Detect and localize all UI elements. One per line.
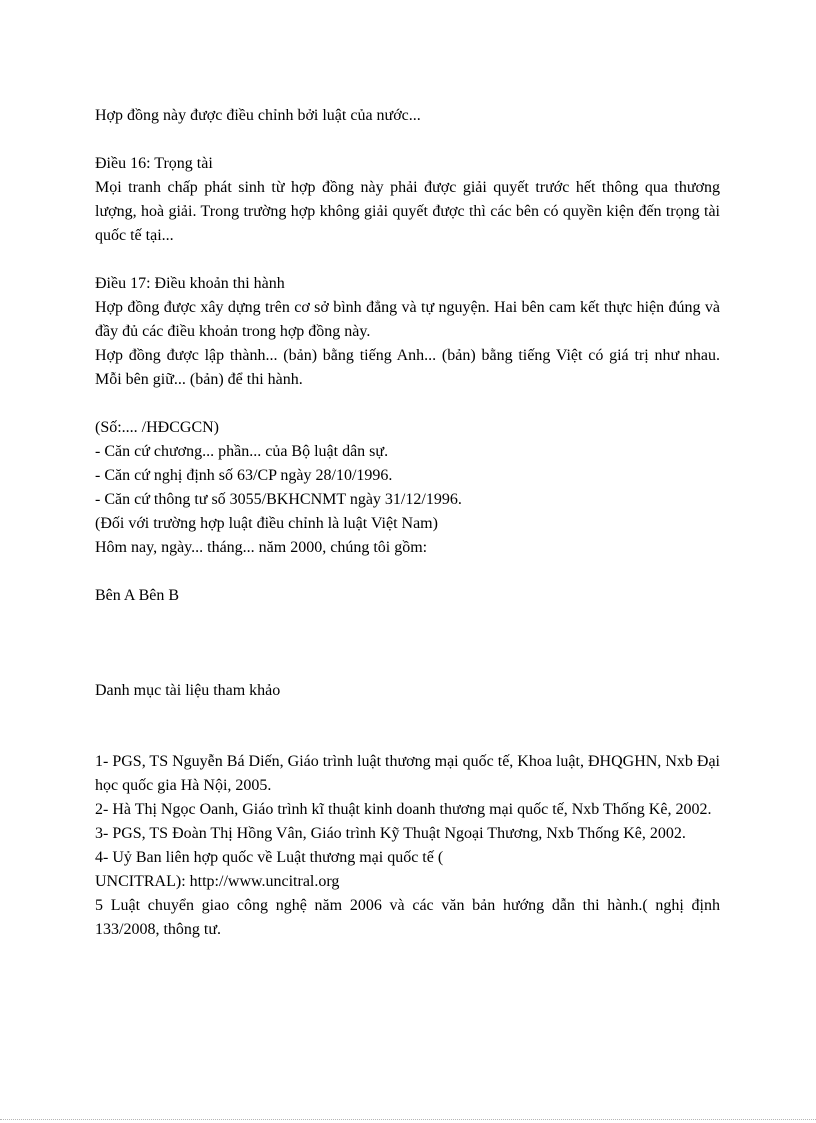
parties-line: Bên A Bên B [95,587,180,604]
reference-item: 3- PGS, TS Đoàn Thị Hồng Vân, Giáo trình Kỹ Thuật Ngoại Thương, Nxb Thống Kê, 2002. [95,825,686,842]
date-line: Hôm nay, ngày... tháng... năm 2000, chúng tôi gồm: [95,539,428,556]
article16-heading: Điều 16: Trọng tài [95,155,213,172]
reference-item: 5 Luật chuyển giao công nghệ năm 2006 và các văn bản hướng dẫn thi hành.( nghị định 133/2008, thông tư. [95,897,724,938]
article17-paragraph-2: Hợp đồng được lập thành... (bản) bằng tiếng Anh... (bản) bằng tiếng Việt có giá trị như nhau. Mỗi bên giữ... (bản) để thi hành. [95,347,724,388]
article17-heading: Điều 17: Điều khoản thi hành [95,275,285,292]
spacer [95,392,720,416]
legal-basis-line: - Căn cứ nghị định số 63/CP ngày 28/10/1996. [95,467,393,484]
reference-item: 2- Hà Thị Ngọc Oanh, Giáo trình kĩ thuật kinh doanh thương mại quốc tế, Nxb Thống Kê, 2002. [95,801,712,818]
spacer [95,608,720,679]
legal-basis-line: - Căn cứ chương... phần... của Bộ luật dân sự. [95,443,389,460]
spacer [95,248,720,272]
spacer [95,128,720,152]
reference-item: 4- Uỷ Ban liên hợp quốc về Luật thương mại quốc tế ( [95,849,444,866]
spacer [95,703,720,750]
article16-body: Mọi tranh chấp phát sinh từ hợp đồng này phải được giải quyết trước hết thông qua thương lượng, hoà giải. Trong trường hợp không giải quyết được thì các bên có quyền kiện đến trọng tài quốc tế tại... [95,179,724,244]
reference-item: UNCITRAL): http://www.uncitral.org [95,873,340,890]
legal-basis-note: (Đối với trường hợp luật điều chỉnh là luật Việt Nam) [95,515,438,532]
article17-paragraph-1: Hợp đồng được xây dựng trên cơ sở bình đẳng và tự nguyện. Hai bên cam kết thực hiện đúng và đầy đủ các điều khoản trong hợp đồng này. [95,299,724,340]
document-body [95,104,724,942]
reference-item: 1- PGS, TS Nguyễn Bá Diến, Giáo trình luật thương mại quốc tế, Khoa luật, ĐHQGHN, Nxb Đại học quốc gia Hà Nội, 2005. [95,753,724,794]
contract-number: (Số:.... /HĐCGCN) [95,419,220,436]
governing-law-clause: Hợp đồng này được điều chỉnh bởi luật của nước... [95,107,421,124]
page-bottom-rule [0,1119,816,1120]
spacer [95,560,720,584]
legal-basis-line: - Căn cứ thông tư số 3055/BKHCNMT ngày 31/12/1996. [95,491,462,508]
references-title: Danh mục tài liệu tham khảo [95,682,281,699]
